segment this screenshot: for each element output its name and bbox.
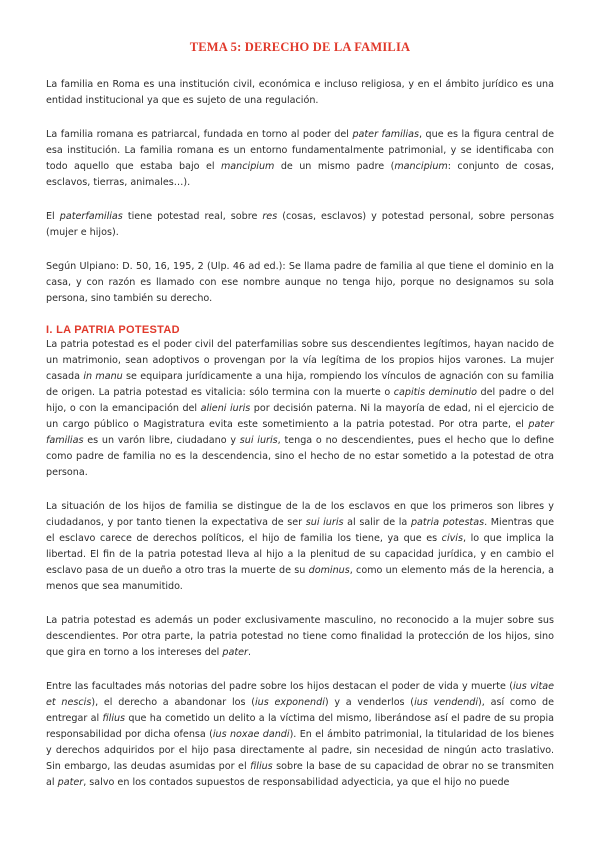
paragraph-ulpiano: Según Ulpiano: D. 50, 16, 195, 2 (Ulp. 46 ad ed.): Se llama padre de familia al que tiene el dominio en la casa, y con razón es llamado con ese nombre aunque no tenga hijo, porque no designamos su sola persona, sino también su derecho. [46, 261, 554, 304]
paragraph-intro: La familia en Roma es una institución civil, económica e incluso religiosa, y en el ámbito jurídico es una entidad institucional ya que es sujeto de una regulación. [46, 79, 554, 106]
paragraph-hijos-vs-esclavos: La situación de los hijos de familia se distingue de la de los esclavos en que los primeros son libres y ciudadanos, y por tanto tienen la expectativa de ser sui iuris al salir de la patria potestas. Mientras que el esclavo carece de derechos políticos, el hijo de familia los tiene, ya que es civis, lo que implica la libertad. El fin de la patria potestad lleva al hijo a la plenitud de su capacidad jurídica, y en cambio el esclavo pasa de un dueño a otro tras la muerte de su dominus, como un elemento más de la herencia, a menos que sea manumitido. [46, 501, 554, 592]
section-heading-patria-potestad: I. LA PATRIA POTESTAD [46, 324, 180, 336]
paragraph-patria-potestad-definition: La patria potestad es el poder civil del paterfamilias sobre sus descendientes legítimos, hayan nacido de un matrimonio, sean adoptivos o provengan por la vía legítima de los propios hijos varones. La mujer casada in manu se equipara jurídicamente a una hija, rompiendo los vínculos de agnación con su familia de origen. La patria potestad es vitalicia: sólo termina con la muerte o capitis deminutio del padre o del hijo, o con la emancipación del alieni iuris por decisión paterna. Ni la mayoría de edad, ni el ejercicio de un cargo público o Magistratura evita este sometimiento a la patria potestad. Por otra parte, el pater familias es un varón libre, ciudadano y sui iuris, tenga o no descendientes, pues el hecho que lo define como padre de familia no es la descendencia, sino el hecho de no estar sometido a la potestad de otra persona. [46, 339, 555, 478]
document-title: TEMA 5: DERECHO DE LA FAMILIA [189, 40, 411, 54]
paragraph-facultades-padre: Entre las facultades más notorias del padre sobre los hijos destacan el poder de vida y muerte (ius vitae et nescis), el derecho a abandonar los (ius exponendi) y a venderlos (ius vendendi), así como de entregar al filius que ha cometido un delito a la víctima del mismo, liberándose así el padre de su propia responsabilidad por dicha ofensa (ius noxae dandi). En el ámbito patrimonial, la titularidad de los bienes y derechos adquiridos por el hijo pasa directamente al padre, sin necesidad de ningún acto traslativo. Sin embargo, las deudas asumidas por el filius sobre la base de su capacidad de obrar no se transmiten al pater, salvo en los contados supuestos de responsabilidad adyecticia, ya que el hijo no puede [46, 681, 555, 788]
paragraph-potestad-real: El paterfamilias tiene potestad real, sobre res (cosas, esclavos) y potestad personal, sobre personas (mujer e hijos). [46, 211, 554, 238]
paragraph-patriarchal: La familia romana es patriarcal, fundada en torno al poder del pater familias, que es la figura central de esa institución. La familia romana es un entorno fundamentalmente patrimonial, y se identificaba con todo aquello que estaba bajo el mancipium de un mismo padre (mancipium: conjunto de cosas, esclavos, tierras, animales…). [46, 129, 555, 188]
paragraph-poder-masculino: La patria potestad es además un poder exclusivamente masculino, no reconocido a la mujer sobre sus descendientes. Por otra parte, la patria potestad no tiene como finalidad la protección de los hijos, sino que gira en torno a los intereses del pater. [46, 615, 554, 658]
